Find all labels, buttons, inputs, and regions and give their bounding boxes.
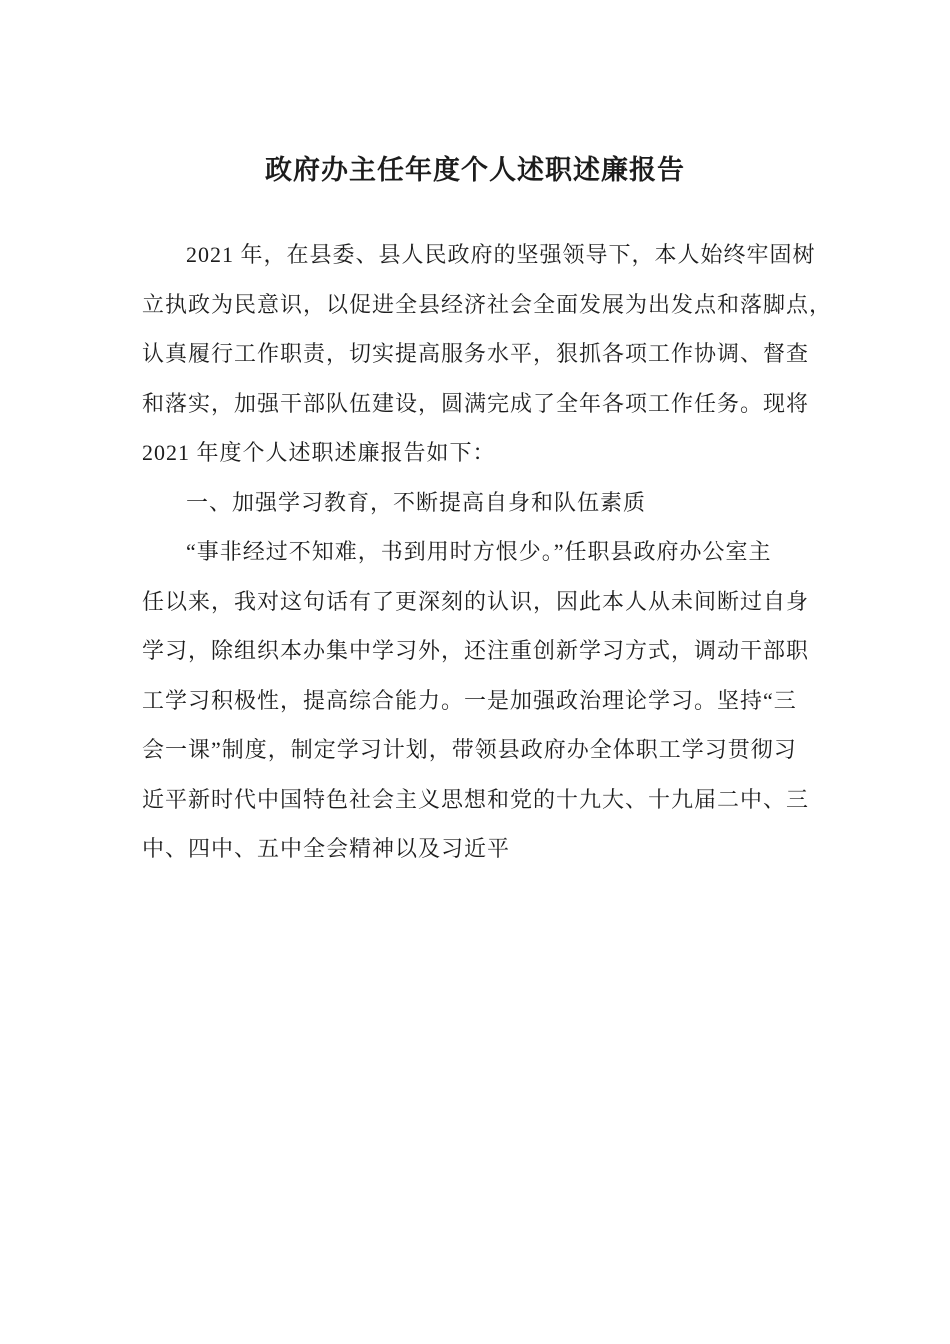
document-title: 政府办主任年度个人述职述廉报告 [265, 155, 685, 185]
paragraph-intro [142, 230, 833, 478]
text-line: 2021 年，在县委、县人民政府的坚强领导下，本人始终牢固树 [186, 242, 816, 267]
text-line: 学习，除组织本办集中学习外，还注重创新学习方式，调动干部职 [142, 638, 810, 663]
text-line: 工学习积极性，提高综合能力。一是加强政治理论学习。坚持“三 [142, 687, 797, 713]
section-heading-line: 一、加强学习教育，不断提高自身和队伍素质 [186, 489, 647, 515]
document-body [142, 230, 833, 874]
text-line: 中、四中、五中全会精神以及习近平 [142, 836, 511, 861]
text-line: 会一课”制度，制定学习计划，带领县政府办全体职工学习贯彻习 [142, 737, 797, 762]
text-line: 近平新时代中国特色社会主义思想和党的十九大、十九届二中、三 [142, 786, 810, 812]
text-line: 认真履行工作职责，切实提高服务水平，狠抓各项工作协调、督查 [142, 341, 810, 366]
text-line: 立执政为民意识，以促进全县经济社会全面发展为出发点和落脚点， [142, 291, 833, 317]
text-line: “事非经过不知难，书到用时方恨少。”任职县政府办公室主 [186, 539, 772, 564]
text-line: 任以来，我对这句话有了更深刻的认识，因此本人从未间断过自身 [142, 588, 810, 614]
text-line: 和落实，加强干部队伍建设，圆满完成了全年各项工作任务。现将 [142, 390, 810, 416]
paragraph-section-heading [142, 478, 822, 528]
text-line: 2021 年度个人述职述廉报告如下： [142, 440, 496, 465]
paragraph-learning [142, 527, 822, 874]
